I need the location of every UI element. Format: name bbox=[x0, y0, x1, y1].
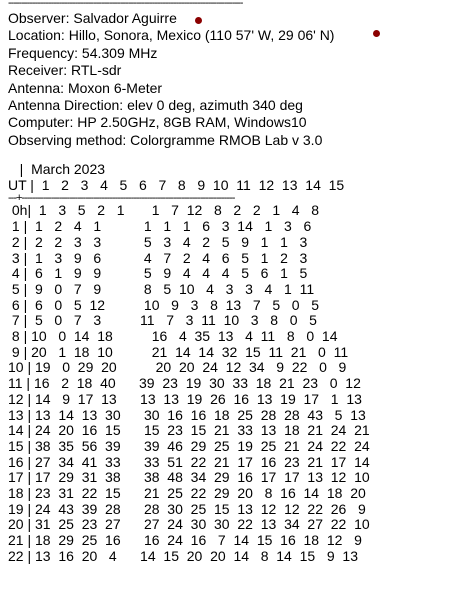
table-row: 11 | 16 2 18 40 39 23 19 30 33 18 21 23 0 12 bbox=[8, 375, 361, 392]
table-row: 0h| 1 3 5 2 1 1 7 12 8 2 2 1 4 8 bbox=[8, 202, 320, 219]
table-row: 15 | 38 35 56 39 39 46 29 25 19 25 21 24 22 24 bbox=[8, 437, 370, 454]
table-row: 9 | 20 1 18 10 21 14 14 32 15 11 21 0 11 bbox=[8, 343, 349, 360]
table-row: 20 | 31 25 23 27 27 24 30 30 22 13 34 27 22 10 bbox=[8, 516, 370, 533]
marker-dot bbox=[195, 17, 202, 24]
observer-line: Observer: Salvador Aguirre bbox=[8, 10, 177, 26]
receiver-line: Receiver: RTL-sdr bbox=[8, 62, 122, 79]
frequency-line: Frequency: 54.309 MHz bbox=[8, 44, 158, 61]
table-row: 18 | 23 31 22 15 21 25 22 29 20 8 16 14 18 20 bbox=[8, 485, 366, 502]
day-header: UT | 1 2 3 4 5 6 7 8 9 10 11 12 13 14 15 bbox=[8, 176, 345, 193]
table-row: 5 | 9 0 7 9 8 5 10 4 3 3 4 1 11 bbox=[8, 280, 315, 297]
table-row: 13 | 13 14 13 30 30 16 16 18 25 28 28 43 5 13 bbox=[8, 406, 366, 423]
table-body bbox=[8, 203, 370, 564]
antenna-line: Antenna: Moxon 6-Meter bbox=[8, 79, 163, 96]
top-rule-line: ---------------------------------------------------------------------------------------- bbox=[8, 0, 243, 6]
table-row: 2 | 2 2 3 3 5 3 4 2 5 9 1 1 3 bbox=[8, 233, 308, 250]
table-row: 22 | 13 16 20 4 14 15 20 20 14 8 14 15 9 13 bbox=[8, 547, 358, 564]
table-row: 12 | 14 9 17 13 13 13 19 26 16 13 19 17 1 13 bbox=[8, 390, 362, 407]
table-divider: ---+-------------------------------------------------------------------------------- bbox=[8, 192, 235, 205]
table-row: 17 | 17 29 31 38 38 48 34 29 16 17 17 13 12 10 bbox=[8, 469, 370, 486]
table-row: 10 | 19 0 29 20 20 20 24 12 34 9 22 0 9 bbox=[8, 359, 347, 376]
table-row: 8 | 10 0 14 18 16 4 35 13 4 11 8 0 14 bbox=[8, 328, 338, 345]
table-row: 14 | 24 20 16 15 15 23 15 21 33 13 18 21 24 21 bbox=[8, 422, 370, 439]
table-row: 21 | 18 29 25 16 16 24 16 7 14 15 16 18 12 9 bbox=[8, 532, 362, 549]
month-header: | March 2023 bbox=[8, 161, 106, 177]
top-rule bbox=[8, 0, 382, 6]
computer-line: Computer: HP 2.50GHz, 8GB RAM, Windows10 bbox=[8, 114, 307, 131]
meteor-count-table bbox=[8, 162, 370, 565]
observing-method-line: Observing method: Colorgramme RMOB Lab v 3.0 bbox=[8, 131, 323, 148]
location-line: Location: Hillo, Sonora, Mexico (110 57' W, 29 06' N) bbox=[8, 27, 335, 44]
table-row: 7 | 5 0 7 3 11 7 3 11 10 3 8 0 5 bbox=[8, 312, 317, 329]
table-row: 19 | 24 43 39 28 28 30 25 15 13 12 12 22 26 9 bbox=[8, 500, 366, 517]
table-row: 1 | 1 2 4 1 1 1 1 6 3 14 1 3 6 bbox=[8, 218, 312, 235]
table-row: 3 | 1 3 9 6 4 7 2 4 6 5 1 2 3 bbox=[8, 249, 308, 266]
antenna-direction-line: Antenna Direction: elev 0 deg, azimuth 340 deg bbox=[8, 97, 303, 114]
table-row: 4 | 6 1 9 9 5 9 4 4 4 5 6 1 5 bbox=[8, 265, 308, 282]
table-row: 16 | 27 34 41 33 33 51 22 21 17 16 23 21 17 14 bbox=[8, 453, 370, 470]
marker-dot bbox=[373, 30, 380, 37]
observer-header bbox=[8, 10, 334, 149]
table-row: 6 | 6 0 5 12 10 9 3 8 13 7 5 0 5 bbox=[8, 296, 320, 313]
